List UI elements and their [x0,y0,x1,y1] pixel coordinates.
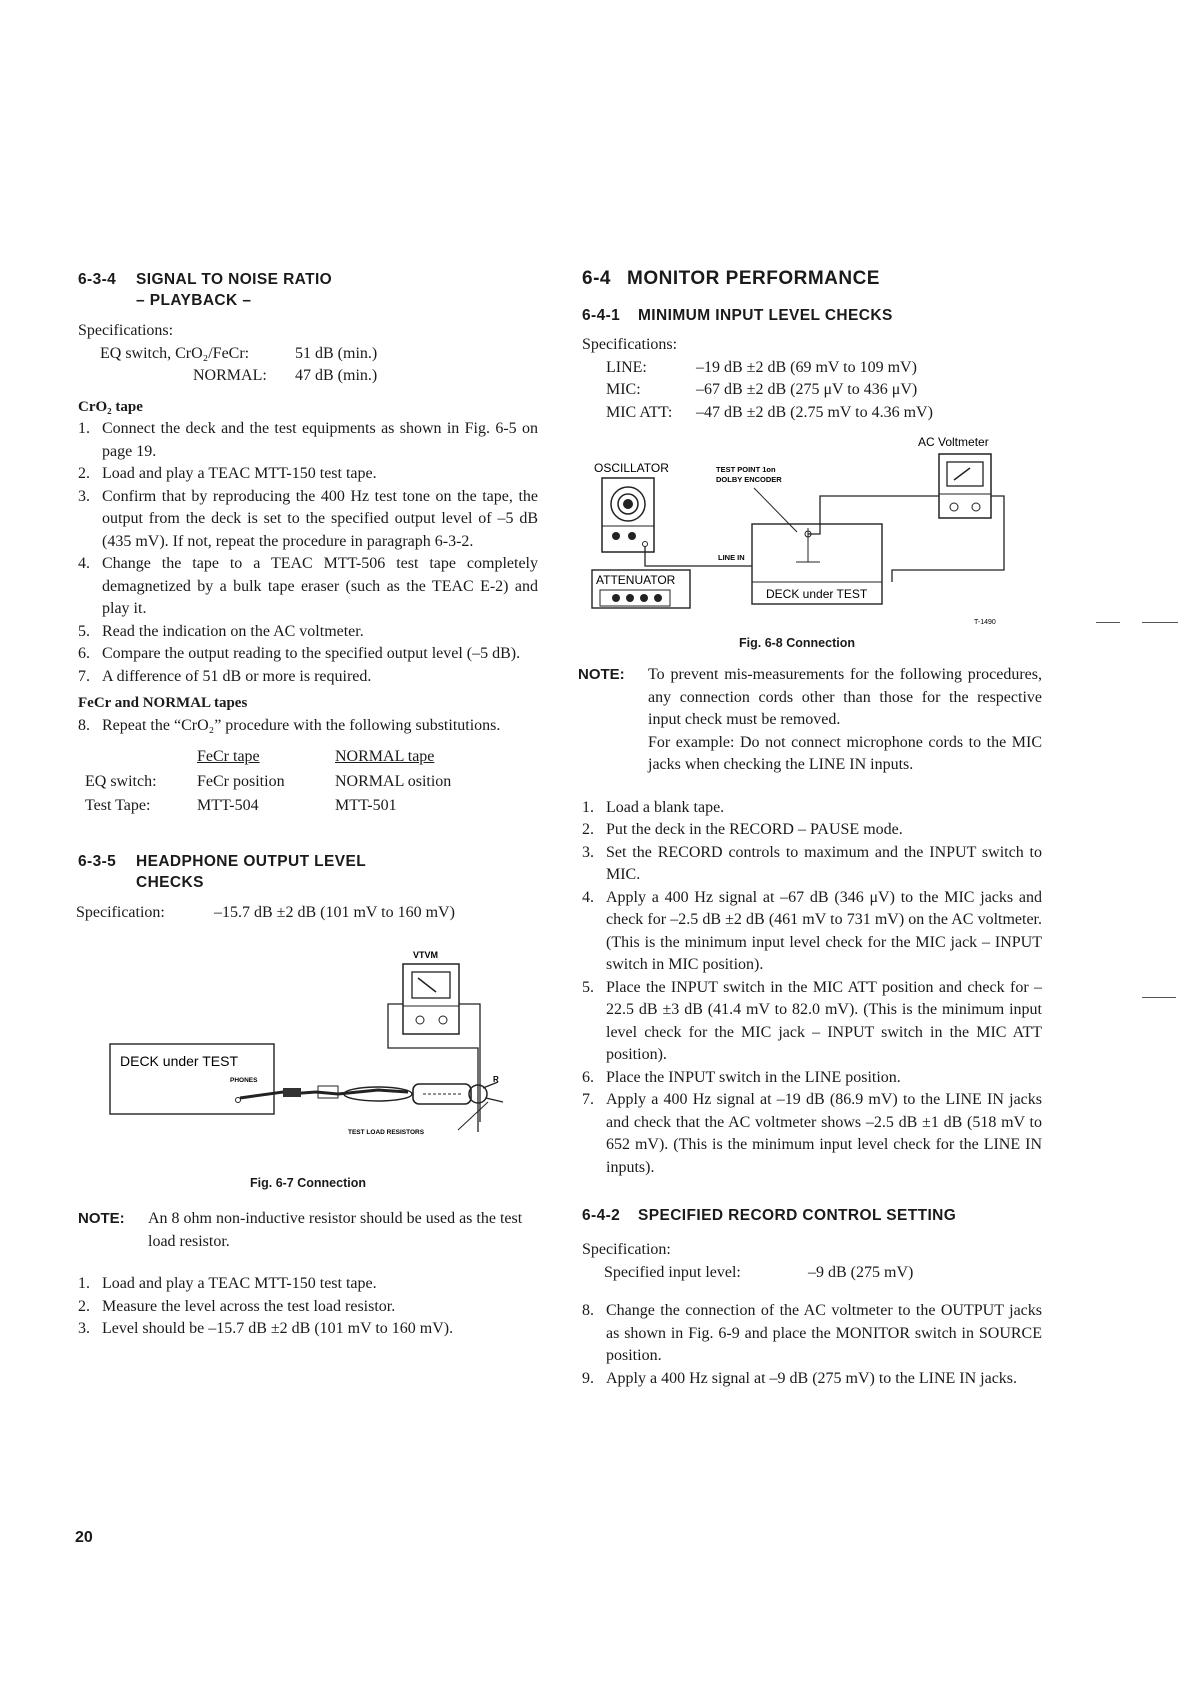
deck-label: DECK under TEST [766,587,868,601]
attenuator-icon [600,590,670,606]
spec-row: NORMAL: 47 dB (min.) [193,367,378,384]
spec-label: Specifications: [582,336,678,353]
table-header: FeCr tape [197,748,260,765]
cro2-steps [78,418,538,688]
section-6-4-heading: 6-4 MONITOR PERFORMANCE [582,268,880,289]
page-number: 20 [75,1529,93,1546]
note [578,664,1042,777]
list-item: 3. Set the RECORD controls to maximum and the INPUT switch to MIC. [582,843,1042,883]
figure-6-8 [582,432,1042,632]
spec-row: Specified input level: –9 dB (275 mV) [604,1263,914,1281]
list-item: 6. Compare the output reading to the specified output level (–5 dB). [78,645,521,662]
list-item: 9. Apply a 400 Hz signal at –9 dB (275 mV) to the LINE IN jacks. [582,1369,1018,1387]
table-row: EQ switch: FeCr position NORMAL osition [85,772,452,790]
headphone-steps [78,1273,538,1341]
section-title: SIGNAL TO NOISE RATIO [136,271,333,288]
list-item: 6. Place the INPUT switch in the LINE position. [582,1068,901,1086]
vtvm-label: VTVM [413,950,439,960]
dolby-encoder-label: DOLBY ENCODER [716,475,782,484]
figure-6-7 [78,942,538,1152]
note-label: NOTE: [578,666,625,683]
spec-row: MIC ATT: –47 dB ±2 dB (2.75 mV to 4.36 mV) [606,403,933,421]
section-title: HEADPHONE OUTPUT LEVEL [136,852,367,870]
substitution-table [84,745,452,819]
right-column [578,268,1042,1390]
section-6-4-1-heading: 6-4-1 MINIMUM INPUT LEVEL CHECKS [582,307,893,324]
spec-row: LINE: –19 dB ±2 dB (69 mV to 109 mV) [606,358,917,376]
list-item: 3. Level should be –15.7 dB ±2 dB (101 mV to 160 mV). [78,1320,454,1337]
note-text: An 8 ohm non-inductive resistor should be used as the test load resistor. [148,1210,523,1250]
fecr-steps [78,715,538,738]
oscillator-icon [602,478,654,552]
section-number: 6-3-5 [78,852,117,870]
note-label: NOTE: [78,1210,125,1227]
margin-mark [1096,622,1120,623]
list-item: 4. Change the tape to a TEAC MTT-506 test tape completely demagnetized by a bulk tape eraser (such as the TEAC E-2) and play it. [78,555,538,617]
resistors-label: TEST LOAD RESISTORS [348,1129,425,1136]
monitor-steps [582,797,1042,1180]
list-item: 3. Confirm that by reproducing the 400 Hz test tone on the tape, the output from the deck is set to the specified output level of –5 dB (435 mV). If not, repeat the procedure in paragraph 6-3-2. [78,487,538,550]
list-item: 8. Repeat the “CrO₂” procedure with the following substitutions. [78,716,501,734]
test-point-label: TEST POINT 1on [716,465,776,474]
table-header: NORMAL tape [335,748,435,765]
section-6-4-2-heading: 6-4-2 SPECIFIED RECORD CONTROL SETTING [582,1207,957,1224]
figure-ref: T-1490 [974,619,996,626]
note-text: To prevent mis-measurements for the following procedures, any connection cords other than those for the respective input check must be removed. [648,666,1042,728]
section-subtitle: – PLAYBACK – [136,292,252,309]
section-6-3-4-heading [78,271,538,310]
deck-label: DECK under TEST [120,1053,239,1069]
section-number: 6-3-4 [78,271,117,288]
attenuator-label: ATTENUATOR [596,573,676,587]
cro2-heading: CrO₂ tape [78,398,143,415]
headphone-plug-icon [240,1082,503,1104]
figure-caption: Fig. 6-8 Connection [739,636,855,650]
spec-row: EQ switch, CrO₂/FeCr: 51 dB (min.) [100,344,378,362]
margin-mark [1142,622,1178,623]
note-example: For example: Do not connect microphone cords to the MIC jacks when checking the LINE IN inputs. [648,733,1042,773]
left-column [78,268,538,1341]
section-6-3-5-heading [78,853,538,892]
spec-label: Specifications: [78,322,174,339]
fecr-heading: FeCr and NORMAL tapes [78,695,248,711]
oscillator-label: OSCILLATOR [594,461,669,475]
list-item: 2. Measure the level across the test load resistor. [78,1297,396,1315]
ac-voltmeter-icon [939,454,991,518]
list-item: 1. Connect the deck and the test equipments as shown in Fig. 6-5 on page 19. [78,420,538,460]
deck-under-test-box [752,524,882,604]
list-item: 2. Load and play a TEAC MTT-150 test tape. [78,465,377,482]
record-steps [582,1300,1042,1390]
line-in-label: LINE IN [718,553,745,562]
section-subtitle: CHECKS [136,873,204,891]
ac-voltmeter-label: AC Voltmeter [918,435,989,449]
table-row: Test Tape: MTT-504 MTT-501 [85,797,397,814]
list-item: 2. Put the deck in the RECORD – PAUSE mode. [582,821,903,838]
list-item: 7. Apply a 400 Hz signal at –19 dB (86.9 mV) to the LINE IN jacks and check that the AC voltmeter shows –2.5 dB ±1 dB (518 mV to 652 mV). (This is the minimum input level check for the LINE IN inputs). [582,1091,1042,1176]
list-item: 7. A difference of 51 dB or more is required. [78,667,372,685]
deck-under-test-box [110,1044,274,1114]
r-label: R [493,1075,499,1084]
list-item: 5. Place the INPUT switch in the MIC ATT position and check for –22.5 dB ±3 dB (41.4 mV to 82.0 mV). (This is the minimum input level check for the MIC jack – INPUT switch in the MIC ATT position). [582,978,1042,1063]
spec-label: Specification: [582,1241,671,1258]
list-item: 1. Load and play a TEAC MTT-150 test tape. [78,1275,377,1292]
phones-label: PHONES [230,1077,258,1084]
vtvm-meter-icon [403,964,459,1034]
spec-row: MIC: –67 dB ±2 dB (275 μV to 436 μV) [606,381,918,398]
figure-caption: Fig. 6-7 Connection [250,1176,366,1190]
note [78,1208,538,1253]
list-item: 1. Load a blank tape. [582,798,725,816]
spec-row: Specification: –15.7 dB ±2 dB (101 mV to 160 mV) [76,903,455,921]
list-item: 5. Read the indication on the AC voltmeter. [78,622,364,640]
list-item: 8. Change the connection of the AC voltmeter to the OUTPUT jacks as shown in Fig. 6-9 and place the MONITOR switch in SOURCE position. [582,1302,1042,1364]
list-item: 4. Apply a 400 Hz signal at –67 dB (346 μV) to the MIC jacks and check for –2.5 dB ±2 dB (461 mV to 731 mV) on the AC voltmeter. (This is the minimum input level check for the MIC jack – INPUT switch in MIC position). [582,888,1042,973]
margin-mark [1142,997,1176,998]
